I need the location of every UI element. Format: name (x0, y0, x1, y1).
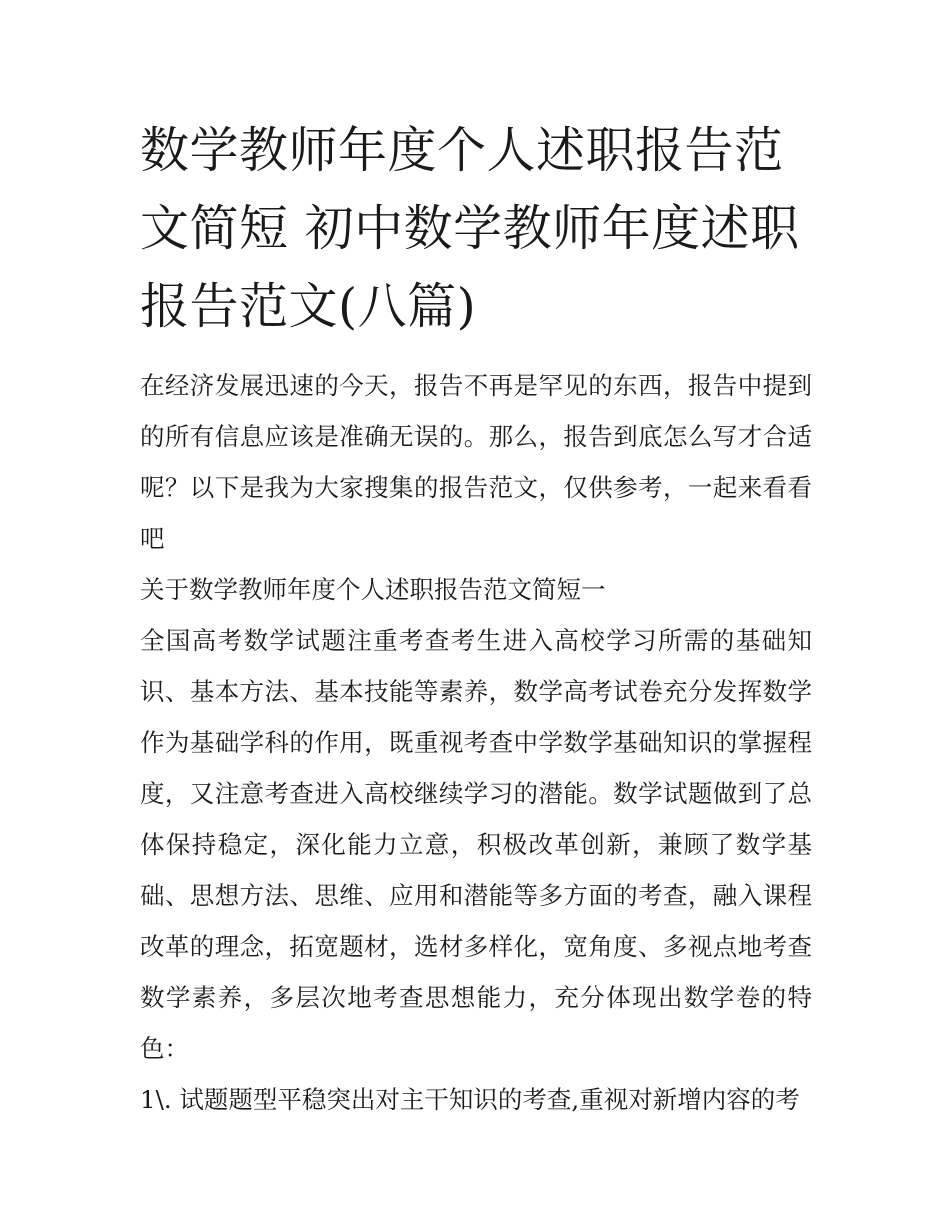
document-title: 数学教师年度个人述职报告范文简短 初中数学教师年度述职报告范文(八篇) (140, 122, 800, 335)
list-item-1: 1\. 试题题型平稳突出对主干知识的考查,重视对新增内容的考 (140, 1085, 800, 1114)
document-page (140, 112, 812, 1125)
intro-paragraph: 在经济发展迅速的今天，报告不再是罕见的东西，报告中提到的所有信息应该是准确无误的。那么，报告到底怎么写才合适呢？以下是我为大家搜集的报告范文，仅供参考，一起来看看吧 (140, 371, 812, 553)
section-heading: 关于数学教师年度个人述职报告范文简短一 (140, 575, 606, 604)
body-paragraph: 全国高考数学试题注重考查考生进入高校学习所需的基础知识、基本方法、基本技能等素养，数学高考试卷充分发挥数学作为基础学科的作用，既重视考查中学数学基础知识的掌握程度，又注意考查进入高校继续学习的潜能。数学试题做到了总体保持稳定，深化能力立意，积极改革创新，兼顾了数学基础、思想方法、思维、应用和潜能等多方面的考查，融入课程改革的理念，拓宽题材，选材多样化，宽角度、多视点地考查数学素养，多层次地考查思想能力，充分体现出数学卷的特色： (140, 626, 812, 1063)
